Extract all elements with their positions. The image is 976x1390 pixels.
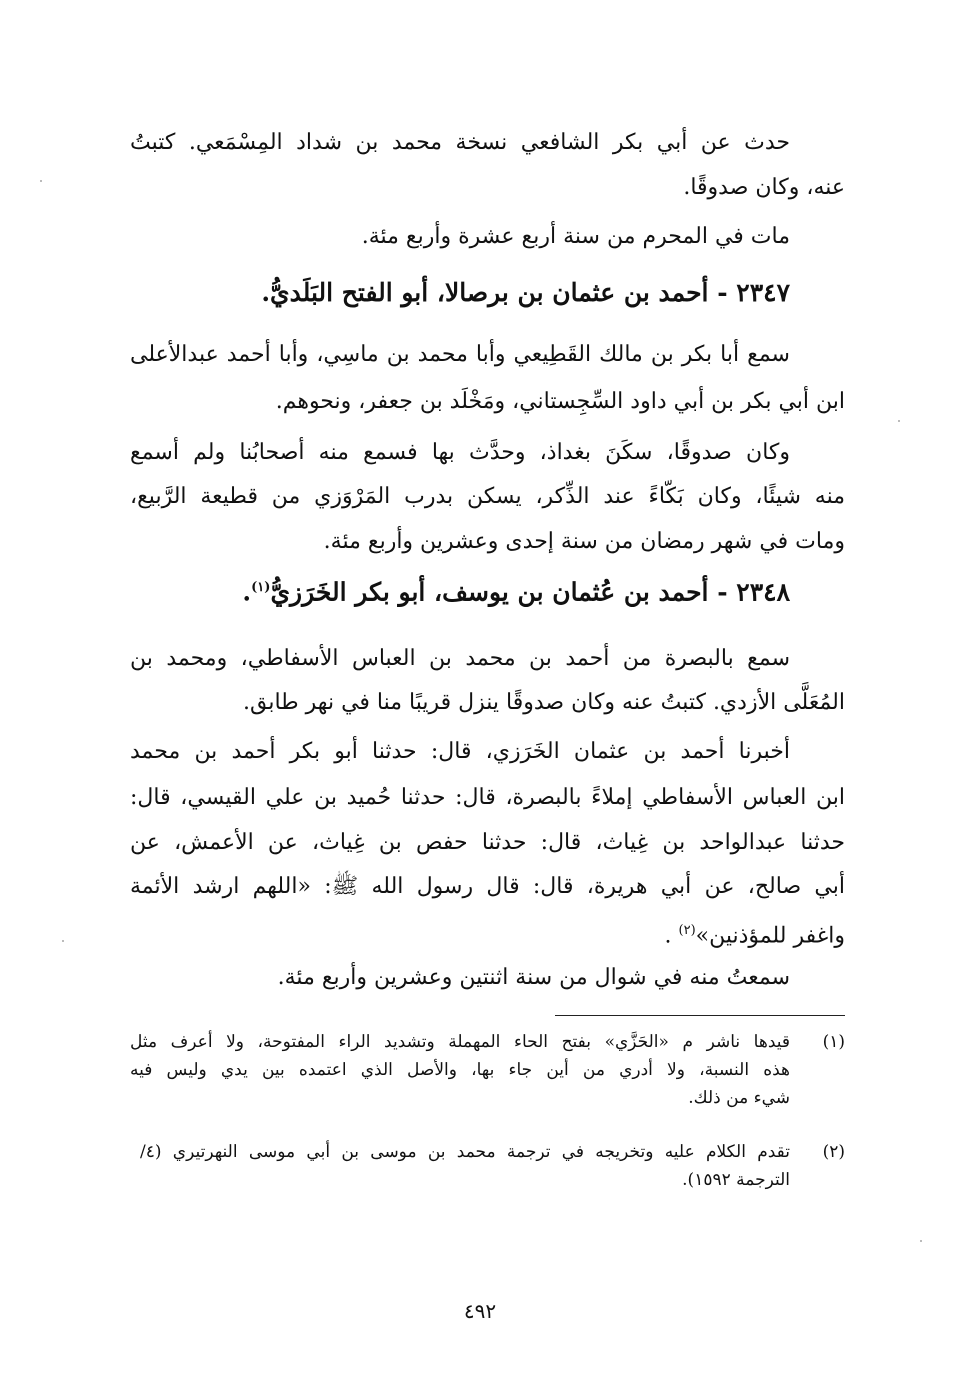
footnote-line: شيء من ذلك.	[688, 1088, 790, 1108]
footnote-separator	[555, 1015, 845, 1016]
text-line: ابن العباس الأسفاطي إملاءً بالبصرة، قال: حدثنا حُميد بن علي القيسي، قال:	[130, 785, 845, 810]
footnote-line: الترجمة ١٥٩٢).	[682, 1170, 790, 1190]
footnote-number: (٢)	[822, 1142, 845, 1162]
scan-speck	[40, 180, 42, 182]
footnote-line: هذه النسبة، ولا أدري من أين جاء بها، والأصل الذي اعتمده بين يدي وليس فيه	[130, 1060, 790, 1080]
text-line: المُعَلَّى الأزدي. كتبتُ عنه وكان صدوقًا ينزل قريبًا منا في نهر طابق.	[243, 690, 845, 715]
text-line: وكان صدوقًا، سكَنَ بغداذ، وحدَّث بها فسمع منه أصحابُنا ولم أسمع	[130, 440, 790, 465]
entry-heading-text: ٢٣٤٨ - أحمد بن عُثمان بن يوسف، أبو بكر الخَرَزيُّ	[270, 577, 790, 607]
text-line: سمع بالبصرة من أحمد بن محمد بن العباس الأسفاطي، ومحمد بن	[130, 646, 790, 671]
scan-speck	[920, 1240, 922, 1242]
text-line: ومات في شهر رمضان من سنة إحدى وعشرين وأربع مئة.	[323, 529, 845, 554]
footnote-number: (١)	[822, 1032, 845, 1052]
text-line: أبي صالح، عن أبي هريرة، قال: قال رسول الله ﷺ: «اللهم ارشد الأئمة	[130, 874, 845, 899]
text-line: مات في المحرم من سنة أربع عشرة وأربع مئة.	[361, 224, 790, 249]
text-line: حدثنا عبدالواحد بن غِياث، قال: حدثنا حفص بن غِياث، عن الأعمش، عن	[130, 830, 845, 855]
text-line: حدث عن أبي بكر الشافعي نسخة محمد بن شداد المِسْمَعي. كتبتُ	[130, 130, 790, 155]
line-text: واغفر للمؤذنين»	[695, 923, 845, 949]
entry-heading-2347: ٢٣٤٧ - أحمد بن عثمان بن برصالا، أبو الفتح البَلَديُّ.	[261, 278, 790, 307]
entry-heading-2348: ٢٣٤٨ - أحمد بن عُثمان بن يوسف، أبو بكر الخَرَزيُّ$^{(١)}$.	[242, 577, 790, 607]
footnote-line: تقدم الكلام عليه وتخريجه في ترجمة محمد بن موسى بن أبي موسى النهرتيري (٤/	[140, 1142, 790, 1162]
text-line: واغفر للمؤذنين»$^{(٢)}$ .	[664, 923, 845, 949]
scan-speck	[898, 420, 900, 422]
page-number: ٤٩٢	[463, 1299, 497, 1323]
text-line: عنه، وكان صدوقًا.	[683, 175, 845, 200]
text-line: ابن أبي بكر بن أبي داود السِّجِستاني، ومَخْلَد بن جعفر، ونحوهم.	[275, 389, 845, 414]
footnote-ref-1: (١)	[251, 580, 271, 595]
footnote-line: قيدها ناشر م «الحَزَّي» بفتح الحاء المهملة وتشديد الراء المفتوحة، ولا أعرف مثل	[130, 1032, 790, 1052]
scan-speck	[62, 940, 64, 942]
text-line: أخبرنا أحمد بن عثمان الخَرَزي، قال: حدثنا أبو بكر أحمد بن محمد	[130, 739, 790, 764]
text-line: سمعتُ منه في شوال من سنة اثنتين وعشرين وأربع مئة.	[277, 965, 790, 990]
text-line: سمع أبا بكر بن مالك القَطِيعي وأبا محمد بن ماسِي، وأبا أحمد عبدالأعلى	[130, 342, 790, 367]
text-line: منه شيئًا، وكان بَكّاءً عند الذِّكر، يسكن بدرب المَرْوَزي من قطيعة الرَّبيع،	[130, 484, 845, 509]
footnote-ref-2: (٢)	[678, 923, 696, 938]
